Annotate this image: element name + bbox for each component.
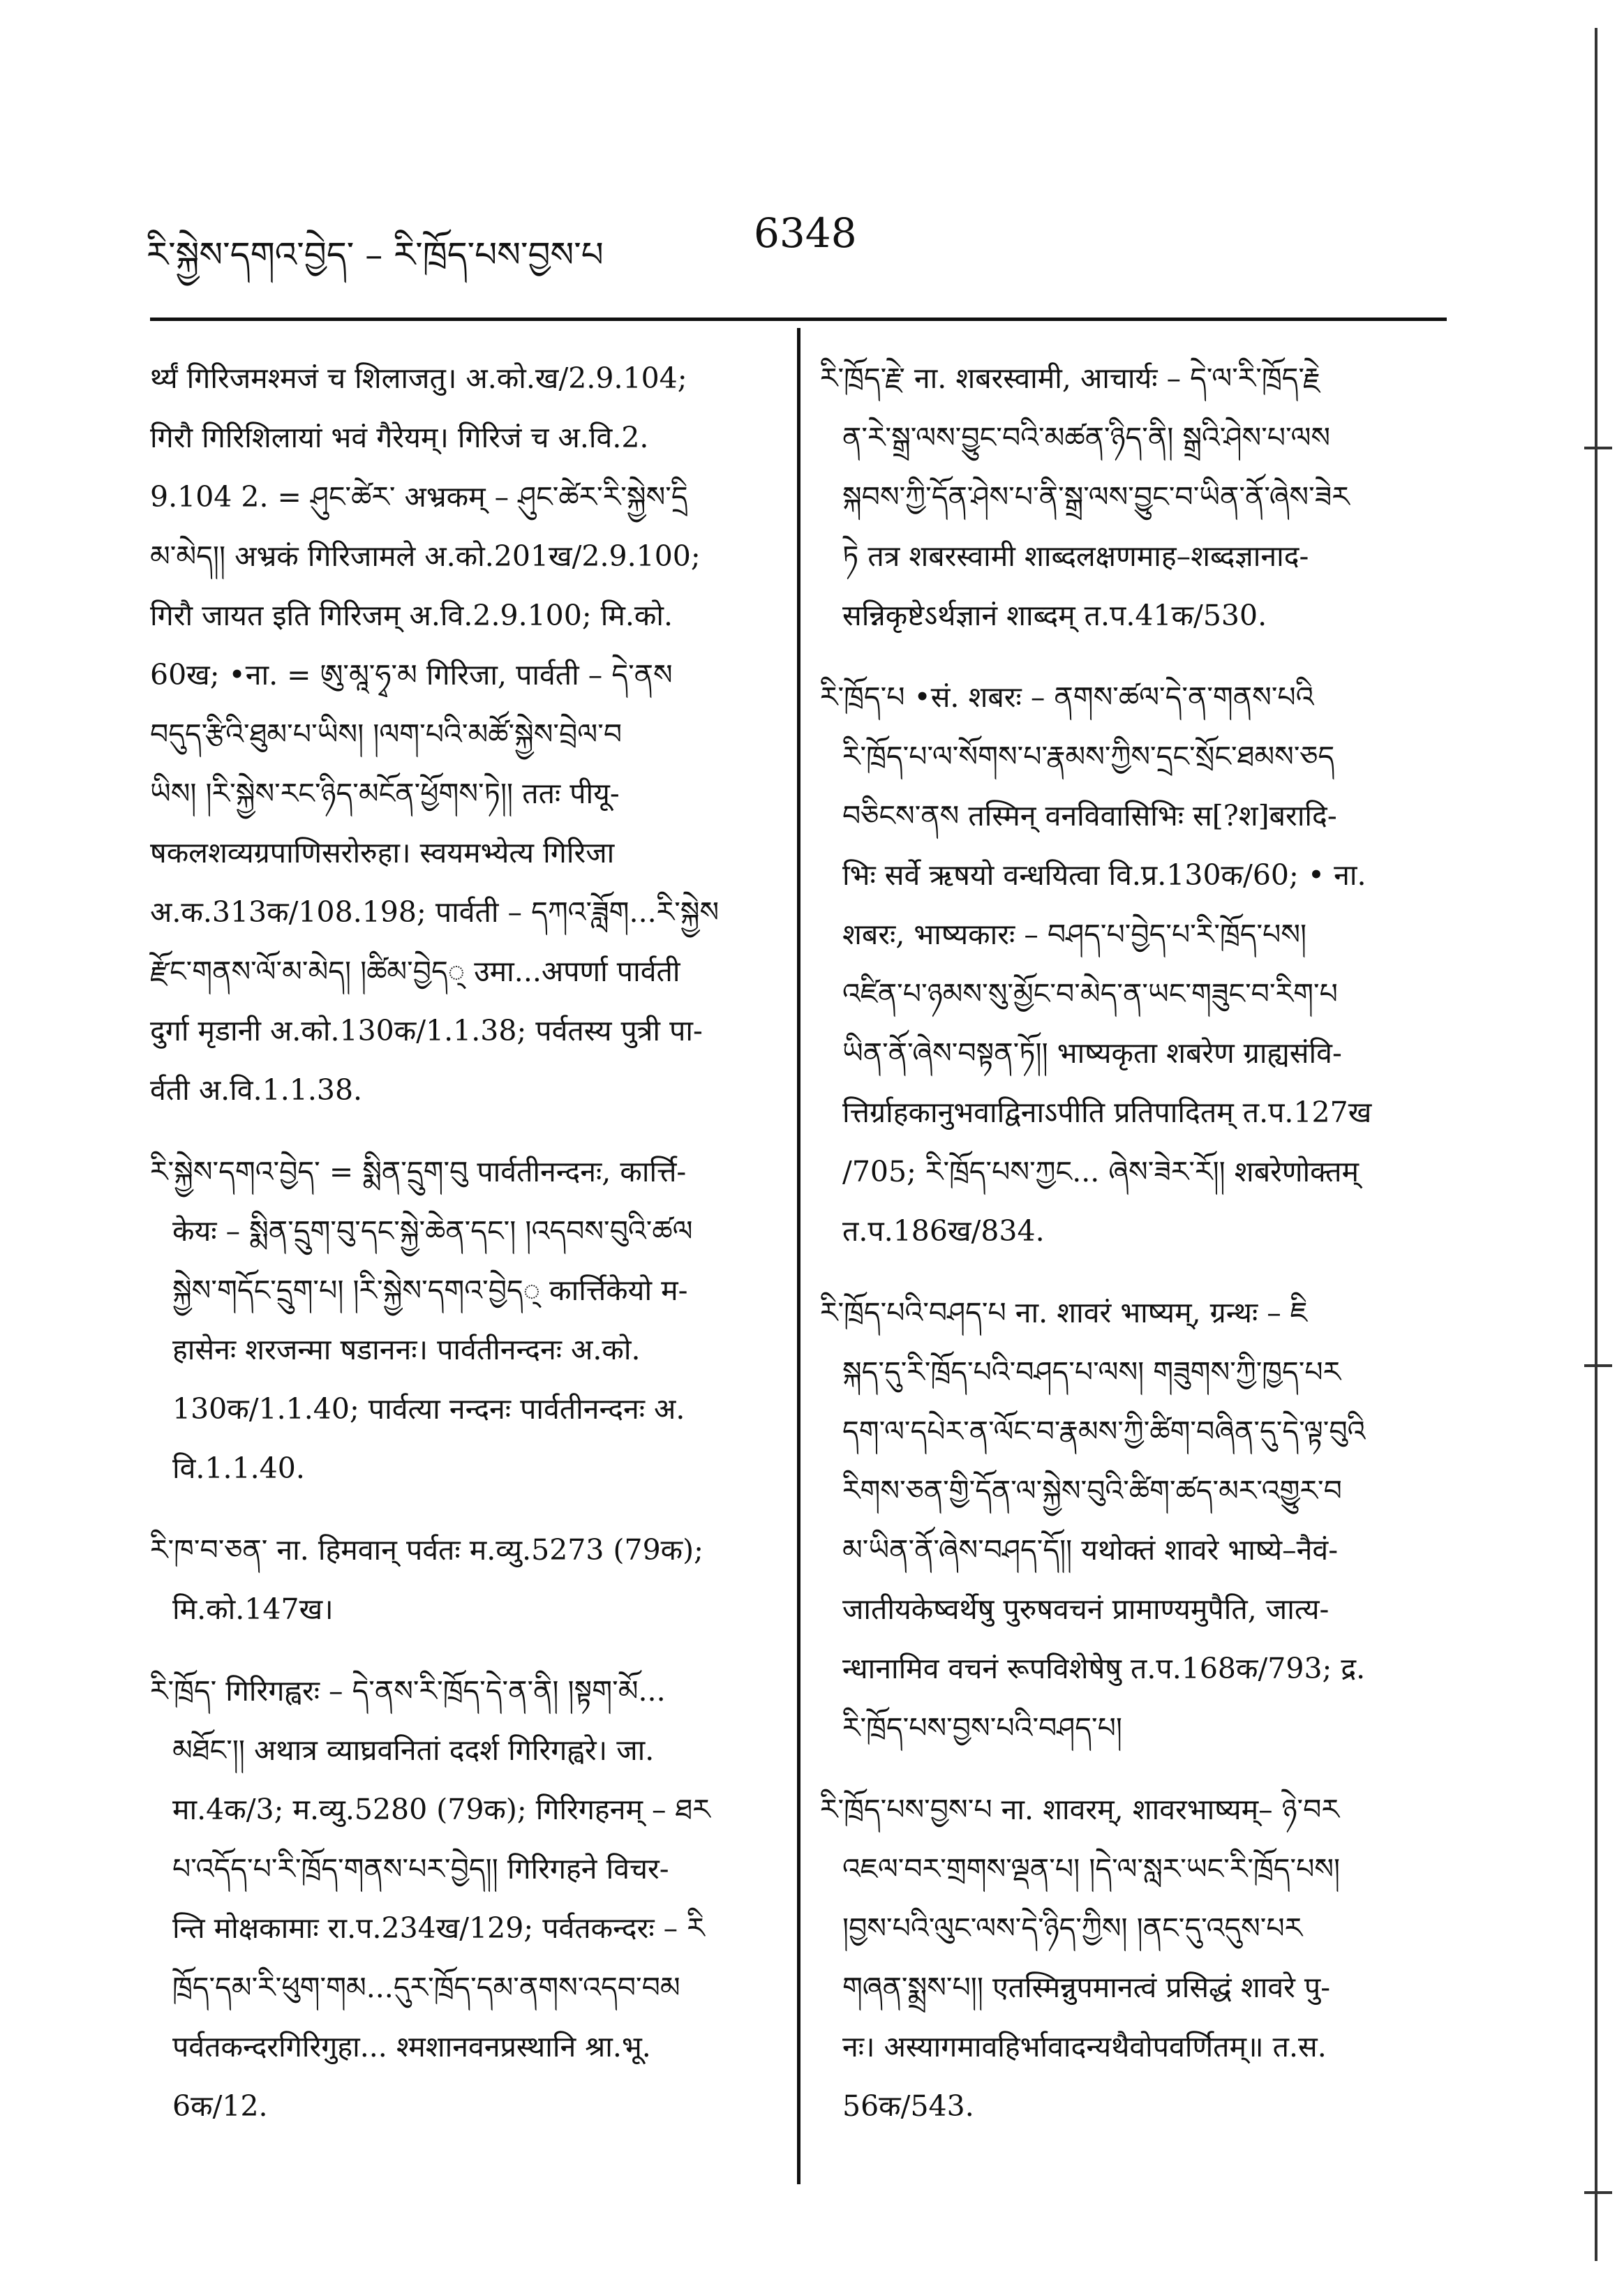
entry-line: /705; རི་ཁྲོད་པས་ཀྱང... ཞེས་ཟེར་རོ།། शबरेणोक्तम् [842,1155,1359,1188]
entry-line: न्धानामिव वचनं रूपविशेषेषु त.प.168क/793; द्र. [842,1652,1366,1685]
entry-line: 6क/12. [172,2089,268,2123]
dictionary-entry [150,1142,775,1498]
entry-line: 130क/1.1.40; पार्वत्या नन्दनः पार्वतीनन्दनः अ. [172,1392,685,1426]
entry-line: ན་རེ་སྒྲ་ལས་བྱུང་བའི་མཚན་ཉིད་ནི། སྒྲའི་ཤེས་པ་ལས [842,421,1331,454]
entry-line: རི་ཁྲོད་པས་བྱས་པ ना. शावरम्, शावरभाष्यम्– ཉེ་བར [820,1793,1339,1826]
running-head: རི་སྐྱེས་དགའ་བྱེད་ – རི་ཁྲོད་པས་བྱས་པ [147,234,604,275]
entry-line: दुर्गा मृडानी अ.को.130क/1.1.38; पर्वतस्य पुत्री पा- [150,1014,703,1047]
header-rule [150,318,1447,321]
entry-line: ཁྲོད་དམ་རི་ཕུག་གམ...དུར་ཁྲོད་དམ་ནགས་འདབ་བམ [172,1971,680,2004]
dictionary-entry [150,349,775,1120]
entry-line: བཅིངས་ནས तस्मिन् वनविवासिभिः स[?श]बरादि- [842,799,1337,833]
entry-line: र्वती अ.वि.1.1.38. [150,1073,363,1107]
entry-line: སྐྱེས་གདོང་དྲུག་པ། །རི་སྐྱེས་དགའ་བྱེད् कार्त्तिकेयो म- [172,1274,688,1307]
entry-line: མ་ཡིན་ནོ་ཞེས་བཤད་དོ།། यथोक्तं शावरे भाष्ये–नैवं- [842,1533,1339,1567]
entry-line: པ་འདོད་པ་རི་ཁྲོད་གནས་པར་བྱེད།། गिरिगहने विचर- [172,1852,669,1886]
dictionary-entry [820,1780,1448,2136]
entry-line: अ.क.313क/108.198; पार्वती – དཀའ་ཟློག...རི་སྐྱེས [150,895,720,929]
entry-line: गिरौ गिरिशिलायां भवं गैरेयम्। गिरिजं च अ.वि.2. [150,421,649,454]
right-column [820,349,1448,2158]
entry-line: जातीयकेष्वर्थेषु पुरुषवचनं प्रामाण्यमुपैति, जात्य- [842,1592,1329,1626]
entry-line: རི་ཁྲོད་ गिरिगह्वरः – དེ་ནས་རི་ཁྲོད་དེ་ན་ནི། །སྟག་མོ... [150,1674,666,1708]
entry-line: मि.को.147ख। [172,1592,334,1626]
entry-line: न्ति मोक्षकामाः रा.प.234ख/129; पर्वतकन्दरः – རི [172,1911,705,1945]
entry-line: སྐབས་ཀྱི་དོན་ཤེས་པ་ནི་སྒྲ་ལས་བྱུང་བ་ཡིན་ནོ་ཞེས་ཟེར [842,480,1350,514]
entry-line: རི་ཁྲོད་པའི་བཤད་པ ना. शावरं भाष्यम्, ग्रन्थः – ཇི [820,1296,1308,1329]
page-edge-tick [1584,447,1612,449]
entry-line: भिः सर्वे ऋषयो वन्धयित्वा वि.प्र.130क/60; • ना. [842,858,1366,892]
entry-line: རི་ཁྲོད་པས་བྱས་པའི་བཤད་པ། [842,1711,1122,1745]
entry-line: འཇལ་བར་གྲགས་ལྡན་པ། །དེ་ལ་སླར་ཡང་རི་ཁྲོད་པས། [842,1852,1341,1886]
entry-line: सन्निकृष्टेऽर्थज्ञानं शाब्दम् त.प.41क/530. [842,599,1267,632]
dictionary-entry [820,349,1448,645]
entry-line: དག་ལ་དཔེར་ན་ལོང་བ་རྣམས་ཀྱི་ཚིག་བཞིན་དུ་དེ་ལྟ་བུའི [842,1415,1366,1448]
dictionary-entry [150,1662,775,2136]
entry-line: འཛིན་པ་ཉམས་སུ་མྱོང་བ་མེད་ན་ཡང་གཟུང་བ་རིག་པ [842,977,1338,1010]
entry-line: ཡིན་ནོ་ཞེས་བསྟན་ཏོ།། भाष्यकृता शबरेण ग्राह्यसंवि- [842,1036,1342,1070]
dictionary-entry [150,1521,775,1639]
dictionary-entry [820,1283,1448,1758]
entry-line: གཞན་སྨྲས་པ།། एतस्मिन्नुपमानत्वं प्रसिद्धं शावरे पु- [842,1971,1331,2004]
entry-line: मा.4क/3; म.व्यु.5280 (79क); गिरिगहनम् – ཐར [172,1793,710,1826]
entry-line: षकलशव्यग्रपाणिसरोरुहा। स्वयमभ्येत्य गिरिजा [150,836,615,870]
page-edge-tick [1584,2191,1612,2194]
page-edge-line [1595,28,1597,2261]
entry-line: 60ख; •ना. = ཨུ་མཱ་ཧྭ་མ गिरिजा, पार्वती – དེ་ནས [150,658,673,692]
entry-line: नः। अस्यागमावहिर्भावादन्यथैवोपवर्णितम्॥ त.स. [842,2030,1327,2064]
entry-line: མཐོང་།། अथात्र व्याघ्रवनितां ददर्श गिरिगह्वरे। जा. [172,1733,655,1767]
entry-line: རིགས་ཅན་གྱི་དོན་ལ་སྐྱེས་བུའི་ཚིག་ཚད་མར་འགྱུར་བ [842,1474,1342,1507]
entry-line: བདུད་རྩིའི་ཐུམ་པ་ཡིས། །ལག་པའི་མཚོ་སྐྱེས་བྲེལ་བ [150,717,623,751]
entry-line: केयः – སྨིན་དྲུག་བུ་དང་སྐྱེ་ཆེན་དང་། །འདབས་བུའི་ཚལ [172,1214,693,1248]
entry-line: त्तिर्ग्राहकानुभवाद्विनाऽपीति प्रतिपादितम् त.प.127ख [842,1096,1372,1129]
entry-line: རི་སྐྱེས་དགའ་བྱེད་ = སྨིན་དྲུག་བུ पार्वतीनन्दनः, कार्त्ति- [150,1155,687,1188]
entry-line: हासेनः शरजन्मा षडाननः। पार्वतीनन्दनः अ.को. [172,1333,641,1366]
entry-line: ཡིས། །རི་སྐྱེས་རང་ཉིད་མངོན་ཕྱོགས་ཏེ།། ततः पीयू- [150,777,620,810]
entry-line: 9.104 2. = ཤུང་ཚེར་ अभ्रकम् – ཤུང་ཚེར་རི་སྐྱེས་དྲི [150,480,688,514]
page-header [147,209,1445,275]
left-column [150,349,775,2158]
entry-line: गिरौ जायत इति गिरिजम् अ.वि.2.9.100; मि.को. [150,599,673,632]
entry-line: वि.1.1.40. [172,1452,305,1485]
entry-line: शबरः, भाष्यकारः – བཤད་པ་བྱེད་པ་རི་ཁྲོད་པས། [842,918,1307,951]
entry-line: རྫོང་གནས་ལོ་མ་མེད། །ཚིམ་བྱེད् उमा...अपर्णा पार्वती [150,955,680,988]
entry-line: རི་ཁ་བ་ཅན་ ना. हिमवान् पर्वतः म.व्यु.5273 (79क); [150,1533,703,1567]
entry-line: །བྱས་པའི་ལུང་ལས་དེ་ཉིད་ཀྱིས། །ནང་དུ་འདུས་པར [842,1911,1303,1945]
entry-line: पर्वतकन्दरगिरिगुहा... श्मशानवनप्रस्थानि श्रा.भू. [172,2030,651,2064]
column-divider [797,328,800,2184]
entry-line: ཏེ तत्र शबरस्वामी शाब्दलक्षणमाह–शब्दज्ञानाद- [842,539,1309,573]
dictionary-entry [820,668,1448,1261]
entry-line: त.प.186ख/834. [842,1214,1045,1248]
entry-line: र्थ्यं गिरिजमश्मजं च शिलाजतु। अ.को.ख/2.9.104; [150,361,687,395]
entry-line: རི་ཁྲོད་པ་ལ་སོགས་པ་རྣམས་ཀྱིས་དྲང་སྲོང་ཐམས་ཅད [842,740,1335,773]
entry-line: མ་མེད།། अभ्रकं गिरिजामले अ.को.201ख/2.9.100; [150,539,701,573]
entry-line: རི་ཁྲོད་རྗེ་ ना. शबरस्वामी, आचार्यः – དེ་ལ་རི་ཁྲོད་རྗེ [820,361,1320,395]
page-edge-tick [1584,1364,1612,1367]
entry-line: སྐད་དུ་རི་ཁྲོད་པའི་བཤད་པ་ལས། གཟུགས་ཀྱི་ཁྱད་པར [842,1355,1341,1389]
page-number: 6348 [754,209,857,257]
entry-line: རི་ཁྲོད་པ •सं. शबरः – ནགས་ཚལ་དེ་ན་གནས་པའི [820,680,1314,714]
entry-line: 56क/543. [842,2089,974,2123]
